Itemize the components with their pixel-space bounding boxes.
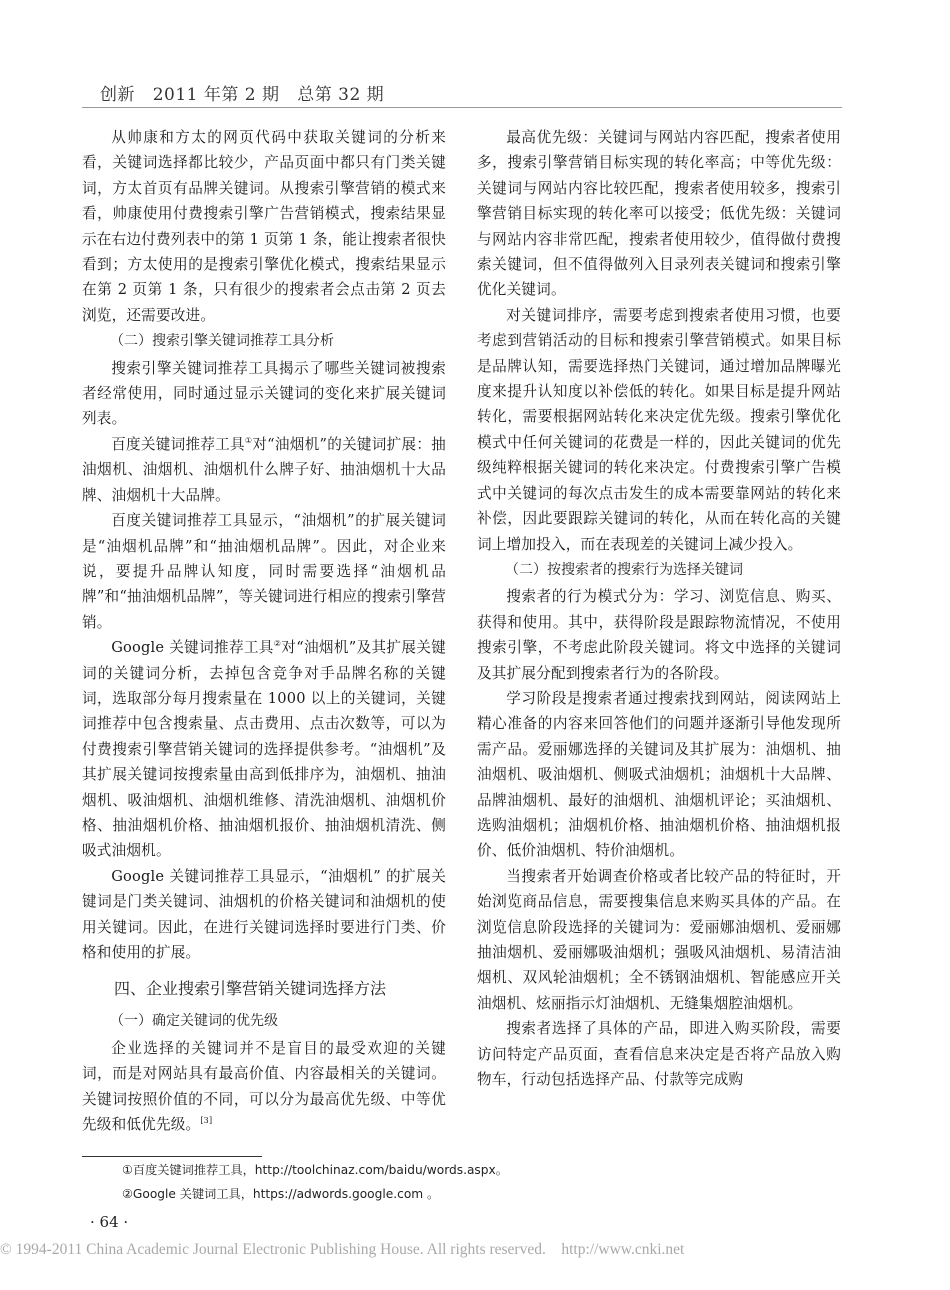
paragraph bbox=[82, 125, 446, 328]
paragraph-text: （一）确定关键词的优先级 bbox=[110, 1013, 278, 1030]
paragraph-text: Google 关键词推荐工具显示，“油烟机” 的扩展关键词是门类关键词、油烟机的价格关键词和油烟机的使用关键词。因此，在进行关键词选择时要进行门类、价格和使用的扩展。 bbox=[82, 867, 446, 961]
section-heading bbox=[82, 976, 446, 1002]
footnote-1: ①百度关键词推荐工具，http://toolchinaz.com/baidu/words.aspx。 bbox=[122, 1163, 508, 1177]
paragraph bbox=[82, 635, 446, 864]
paragraph bbox=[82, 1036, 446, 1138]
paragraph-text: （二）搜索引擎关键词推荐工具分析 bbox=[110, 333, 334, 350]
paragraph bbox=[477, 584, 841, 686]
left-column bbox=[82, 125, 446, 1137]
paragraph-text: Google 关键词推荐工具 bbox=[111, 639, 274, 657]
footnote-2: ②Google 关键词工具，https://adwords.google.com 。 bbox=[122, 1187, 440, 1201]
subsection-heading bbox=[82, 1009, 446, 1034]
paragraph bbox=[477, 303, 841, 557]
running-header bbox=[100, 80, 384, 105]
paragraph bbox=[82, 508, 446, 635]
copyright-notice: © 1994-2011 China Academic Journal Electronic Publishing House. All rights reserved. http://www.cnki.net bbox=[0, 1241, 685, 1258]
paragraph-text: 当搜索者开始调查价格或者比较产品的特征时，开始浏览商品信息，需要搜集信息来购买具体的产品。在浏览信息阶段选择的关键词为：爱丽娜油烟机、爱丽娜抽油烟机、爱丽娜吸油烟机；强吸风油烟机、易清洁油烟机、双风轮油烟机；全不锈钢油烟机、智能感应开关油烟机、炫丽指示灯油烟机、无缝集烟腔油烟机。 bbox=[477, 867, 841, 1012]
paragraph bbox=[477, 1016, 841, 1092]
paragraph-text: 企业选择的关键词并不是盲目的最受欢迎的关键词，而是对网站具有最高价值、内容最相关的关键词。关键词按照价值的不同，可以分为最高优先级、中等优先级和低优先级。 bbox=[82, 1039, 446, 1134]
citation-marker: ① bbox=[244, 436, 253, 446]
paragraph-text: 百度关键词推荐工具显示，“油烟机”的扩展关键词是“油烟机品牌”和“抽油烟机品牌”。因此，对企业来说，要提升品牌认知度，同时需要选择“油烟机品牌”和“抽油烟机品牌”，等关键词进行相应的搜索引擎营销。 bbox=[82, 512, 446, 631]
paragraph-text: 四、企业搜索引擎营销关键词选择方法 bbox=[114, 979, 387, 999]
journal-name: 创新 bbox=[100, 85, 135, 105]
paragraph-text: 学习阶段是搜索者通过搜索找到网站，阅读网站上精心准备的内容来回答他们的问题并逐渐引导他发现所需产品。爱丽娜选择的关键词及其扩展为：油烟机、抽油烟机、吸油烟机、侧吸式油烟机；油烟机十大品牌、品牌油烟机、最好的油烟机、油烟机评论；买油烟机、选购油烟机；油烟机价格、抽油烟机价格、抽油烟机报价、低价油烟机、特价油烟机。 bbox=[477, 689, 841, 860]
paragraph-text: 最高优先级：关键词与网站内容匹配，搜索者使用多，搜索引擎营销目标实现的转化率高；中等优先级：关键词与网站内容比较匹配，搜索者使用较多，搜索引擎营销目标实现的转化率可以接受；低优先级：关键词与网站内容非常匹配，搜索者使用较少，值得做付费搜索关键词，但不值得做列入目录列表关键词和搜索引擎优化关键词。 bbox=[477, 129, 841, 299]
page-number: · 64 · bbox=[90, 1213, 129, 1231]
paragraph bbox=[82, 432, 446, 508]
footnote-rule bbox=[82, 1156, 262, 1157]
paragraph-text: 对关键词排序，需要考虑到搜索者使用习惯，也要考虑到营销活动的目标和搜索引擎营销模式。如果目标是品牌认知，需要选择热门关键词，通过增加品牌曝光度来提升认知度以补偿低的转化。如果目标是提升网站转化，需要根据网站转化来决定优先级。搜索引擎优化模式中任何关键词的花费是一样的，因此关键词的优先级纯粹根据关键词的转化来决定。付费搜索引擎广告模式中关键词的每次点击发生的成本需要靠网站的转化来补偿，因此要跟踪关键词的转化，从而在转化高的关键词上增加投入，而在表现差的关键词上减少投入。 bbox=[477, 306, 841, 553]
subsection-heading bbox=[82, 329, 446, 354]
paragraph bbox=[477, 864, 841, 1016]
paragraph-text: （二）按搜索者的搜索行为选择关键词 bbox=[505, 561, 743, 578]
citation-marker: ② bbox=[273, 639, 282, 649]
header-rule bbox=[82, 107, 842, 108]
paragraph-text: 搜索者选择了具体的产品，即进入购买阶段，需要访问特定产品页面，查看信息来决定是否将产品放入购物车，行动包括选择产品、付款等完成购 bbox=[477, 1020, 841, 1089]
footnotes bbox=[122, 1158, 508, 1206]
issue-label: 2011 年第 2 期 bbox=[152, 85, 280, 105]
paragraph-text-continued: 对“油烟机”及其扩展关键词的关键词分析，去掉包含竞争对手品牌名称的关键词，选取部分每月搜索量在 1000 以上的关键词，关键词推荐中包含搜索量、点击费用、点击次数等，可以为付费搜索引擎营销关键词的选择提供参考。“油烟机”及其扩展关键词按搜索量由高到低排序为，油烟机、抽油烟机、吸油烟机、油烟机维修、清洗油烟机、油烟机价格、抽油烟机价格、抽油烟机报价、抽油烟机清洗、侧吸式油烟机。 bbox=[82, 639, 447, 860]
paragraph bbox=[477, 686, 841, 864]
right-column bbox=[477, 125, 841, 1092]
paragraph-text: 搜索者的行为模式分为：学习、浏览信息、购买、获得和使用。其中，获得阶段是跟踪物流情况，不使用搜索引擎，不考虑此阶段关键词。将文中选择的关键词及其扩展分配到搜索者行为的各阶段。 bbox=[477, 588, 841, 682]
paragraph bbox=[82, 864, 446, 966]
total-issue-label: 总第 32 期 bbox=[297, 85, 385, 105]
paragraph bbox=[477, 125, 841, 303]
paragraph-text-continued: 对“油烟机”的关键词扩展：抽油烟机、油烟机、油烟机什么牌子好、抽油烟机十大品牌、油烟机十大品牌。 bbox=[82, 435, 446, 504]
paragraph bbox=[82, 356, 446, 432]
paragraph-text: 百度关键词推荐工具 bbox=[111, 435, 245, 453]
citation-marker: [3] bbox=[200, 1116, 213, 1126]
paragraph-text: 搜索引擎关键词推荐工具揭示了哪些关键词被搜索者经常使用，同时通过显示关键词的变化来扩展关键词列表。 bbox=[82, 359, 446, 428]
paragraph-text: 从帅康和方太的网页代码中获取关键词的分析来看，关键词选择都比较少，产品页面中都只有门类关键词，方太首页有品牌关键词。从搜索引擎营销的模式来看，帅康使用付费搜索引擎广告营销模式，搜索结果显示在右边付费列表中的第 1 页第 1 条，能让搜索者很快看到；方太使用的是搜索引擎优化模式，搜索结果显示在第 2 页第 1 条，只有很少的搜索者会点击第 2 页去浏览，还需要改进。 bbox=[82, 129, 446, 324]
subsection-heading bbox=[477, 558, 841, 583]
